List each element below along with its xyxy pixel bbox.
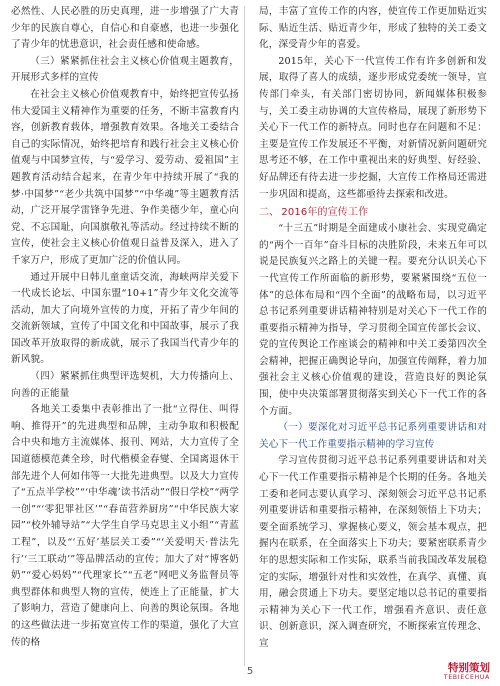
subheading-core-values: （三）紧紧抓住社会主义核心价值观主题教育，开展形式多样的宣传 bbox=[11, 55, 239, 84]
paragraph-core-values-education: 在社会主义核心价值观教育中，始终把宣传弘扬伟大爱国主义精神作为重要的任务，不断丰富教育内容，创新教育载体，增强教育效果。各地关工委结合自己的实际情况，始终把培育和践行社会主义核心价值观与中国梦宣传，与“爱学习、爱劳动、爱祖国”主题教育活动结合起来，在青少年中持续开展了“我的梦·中国梦”“老少共筑中国梦”“中华魂”等主题教育活动，广泛开展学雷锋争先进、争作美德少年，童心向党、不忘国耻，向国旗敬礼等活动。经过持续不断的宣传，使社会主义核心价值观日益普及深入，进入了千家万户，形成了更加广泛的价值认同。 bbox=[11, 88, 239, 266]
paragraph-study-speeches: 学习宣传贯彻习近平总书记系列重要讲话和对关心下一代工作重要指示精神是个长期的任务。各地关工委和老同志要认真学习、深刻领会习近平总书记系列重要讲话和重要指示精神，在深刻领悟上下功夫；要全面系统学习、掌握核心要义，领会基本观点，把握内在联系，在全面落实上下功夫；要紧密联系青少年的思想实际和工作实际，联系当前我国改革发展稳定的实际，增强针对性和实效性，在真学、真懂、真用，融会贯通上下功夫。要坚定地以总书记的重要指示精神为关心下一代工作，增强看齐意识、责任意识、创新意识，深入调查研究，不断探索宣传理念、宣 bbox=[259, 455, 487, 649]
section-title bbox=[259, 204, 487, 221]
right-column bbox=[259, 4, 487, 653]
subheading-study-speeches: （一）要深化对习近平总书记系列重要讲话和对关心下一代工作重要指示精神的学习宣传 bbox=[259, 422, 487, 450]
brand-pinyin: TEBIECEHUA bbox=[443, 674, 490, 681]
paragraph-continued: 必然性、人民必胜的历史真理，进一步增强了广大青少年的民族自尊心，自信心和自豪感，也进一步强化了青少年的忧患意识，社会责任感和使命感。 bbox=[11, 6, 239, 51]
subheading-model-selection: （四）紧紧抓住典型评选契机，大力传播向上、向善的正能量 bbox=[11, 371, 239, 399]
page-number: 5 bbox=[246, 666, 254, 677]
column-divider bbox=[244, 6, 245, 666]
paragraph-international-exchange: 通过开展中日韩儿童童话交流，海峡两岸关爱下一代成长论坛、中国东盟“10+1”青少年文化交流等活动，加大了向境外宣传的力度，开拓了青少年间的交流新领域，宣传了中国文化和中国故事，展示了我国改革开放取得的新成就，展示了我国当代青少年的新风貌。 bbox=[11, 271, 239, 366]
column-brand bbox=[444, 662, 490, 682]
paragraph-2015-summary: 2015年，关心下一代宣传工作有许多创新和发展，取得了喜人的成绩，逐步形成党委统一领导，宣传部门牵头，有关部门密切协同，新闻媒体积极参与，关工委主动协调的大宣传格局，展现了新形势下关心下一代工作的新特点。同时也存在问题和不足：主要是宣传工作发展还不平衡，对新情况新问题研究思考还不够，在工作中重视出来的好典型、好经验、好品牌还有待去进一步挖掘，大宣传工作格局还需进一步巩固和提高，这些都亟待去探索和改进。 bbox=[259, 55, 487, 200]
paragraph-thirteenth-five-year: “十三五”时期是全面建成小康社会、实现党确定的“两个一百年”奋斗目标的决胜阶段，未来五年可以说是民族复兴之路上的关键一程。要充分认识关心下一代宣传工作所面临的新形势，要紧紧围绕“五位一体”的总体布局和“四个全面”的战略布局，以习近平总书记系列重要讲话精神特别是对关心下一代工作的重要指示精神为指导，学习贯彻全国宣传部长会议、党的宣传舆论工作座谈会的精神和中关工委第四次全会精神，把握正确舆论导向，加强宣传阐释，着力加强社会主义核心价值观的建设，营造良好的舆论氛围，使中央决策部署贯彻落实到关心下一代工作的各个方面。 bbox=[259, 223, 487, 417]
paragraph-continued: 局，丰富了宣传工作的内容，使宣传工作更加贴近实际、贴近生活、贴近青少年，形成了独特的关工委文化，深受青少年的喜爱。 bbox=[259, 6, 487, 51]
brand-chinese: 特别策划 bbox=[448, 662, 490, 674]
paragraph-model-publicity: 各地关工委集中表彰推出了一批“立得住、叫得响、推得开”的先进典型和品牌，主动争取和积极配合中央和地方主流媒体、报刊、网站，大力宣传了全国道德模范龚全珍，时代楷模金春燮、全国离退休干部先进个人何如伟等一大批先进典型。以及大力宣传了“五点半学校”“‘中华魂’读书活动”“假日学校”“两学一创”“‘零犯罪社区’”“春苗营养厨房”“中华民族大家园”“校外辅导站”“大学生自学马克思主义小组”“青蓝工程”，以及“‘五好’基层关工委”“‘关爱明天·普法先行’‘三工联动’”等品牌活动的宣传；加大了对“博客奶奶”“爱心妈妈”“代理家长”“五老”网吧义务监督员等典型群体和典型人物的宣传，使连上了正能量，扩大了影响力，营造了健康向上、向善的舆论氛围。各地的这些做法进一步拓宽宣传工作的渠道，强化了大宣传的格 bbox=[11, 404, 239, 648]
left-column bbox=[11, 4, 239, 651]
section-number: 二、 bbox=[259, 207, 280, 219]
section-title-text: 2016年的宣传工作 bbox=[281, 207, 369, 219]
